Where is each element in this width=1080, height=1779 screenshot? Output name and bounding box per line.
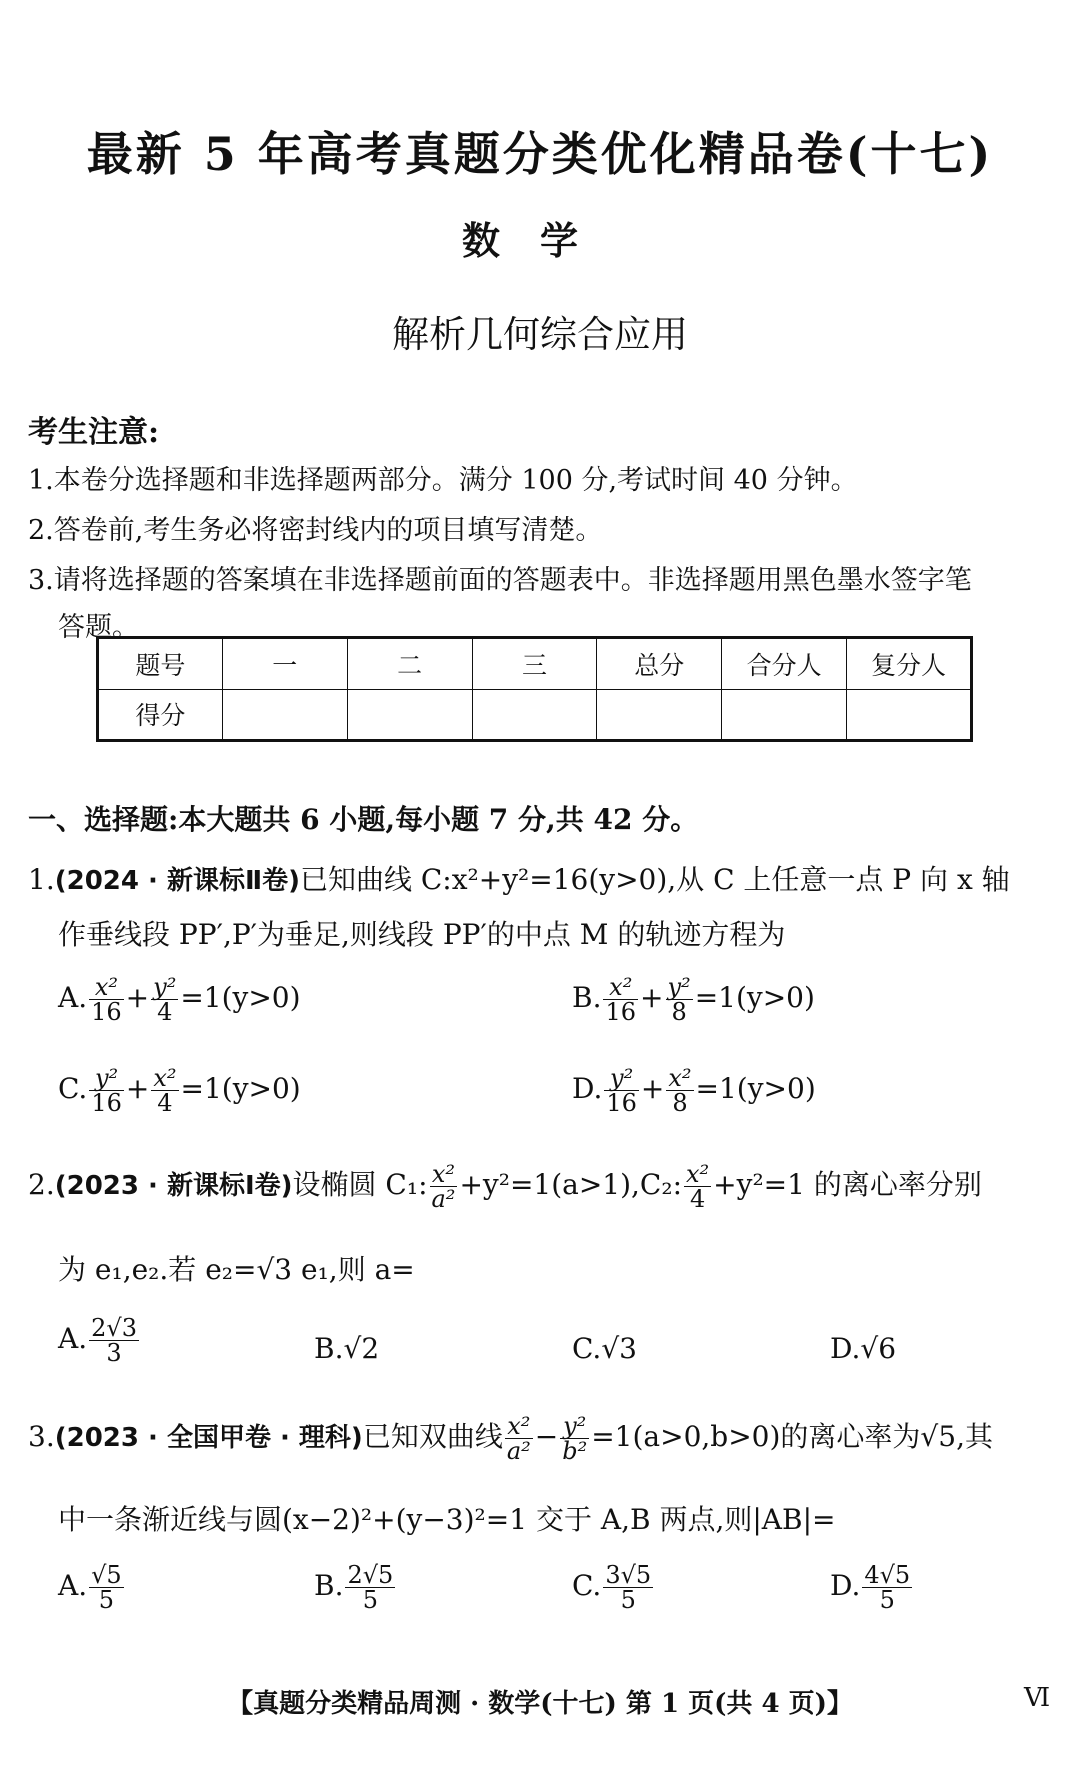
notice-item-2: 2.答卷前,考生务必将密封线内的项目填写清楚。	[28, 515, 603, 546]
question-number: 2.	[28, 1168, 55, 1201]
section-heading: 一、选择题:本大题共 6 小题,每小题 7 分,共 42 分。	[28, 803, 699, 836]
question-1-option-a[interactable]: A. $\frac{\text{x²}}{16}$ + $\frac{\text{y²}}{4}$ =1(y>0)	[58, 973, 301, 1026]
table-cell: 一	[222, 638, 347, 690]
question-2-option-c[interactable]: C.√3	[572, 1332, 637, 1365]
fraction: $\frac{2√3}{3}$	[91, 1314, 137, 1367]
fraction: $\frac{\text{y²}}{\text{b²}}$	[562, 1412, 588, 1465]
question-1-line-2: 作垂线段 PP′,P′为垂足,则线段 PP′的中点 M 的轨迹方程为	[58, 918, 786, 951]
fraction: $\frac{\text{x²}}{8}$	[668, 1064, 692, 1117]
question-source: (2023 · 全国甲卷 · 理科)	[54, 1423, 363, 1453]
score-input-cell[interactable]	[472, 689, 597, 741]
question-source: (2023 · 新课标Ⅰ卷)	[54, 1171, 293, 1201]
table-cell: 合分人	[722, 638, 847, 690]
fraction: $\frac{\text{y²}}{16}$	[606, 1064, 637, 1117]
question-3-option-a[interactable]: A. $\frac{√5}{5}$	[58, 1561, 122, 1614]
question-2-option-a[interactable]: A. $\frac{2√3}{3}$	[58, 1314, 137, 1367]
question-1-option-d[interactable]: D. $\frac{\text{y²}}{16}$ + $\frac{\text{x²}}{8}$ =1(y>0)	[572, 1064, 816, 1117]
fraction: $\frac{\text{x²}}{\text{a²}}$	[506, 1412, 531, 1465]
question-text: 已知曲线 C:x²+y²=16(y>0),从 C 上任意一点 P 向 x 轴	[299, 863, 1010, 896]
score-input-cell[interactable]	[597, 689, 722, 741]
fraction: $\frac{3√5}{5}$	[605, 1561, 652, 1614]
question-source: (2024 · 新课标Ⅱ卷)	[54, 866, 300, 896]
fraction: $\frac{\text{y²}}{16}$	[91, 1064, 122, 1117]
fraction: $\frac{\text{y²}}{8}$	[667, 973, 691, 1026]
score-input-cell[interactable]	[722, 689, 847, 741]
page-mark: Ⅵ	[1024, 1683, 1051, 1713]
question-2-line-1: 2.(2023 · 新课标Ⅰ卷)设椭圆 C₁: $\frac{\text{x²}}{\text{a²}}$ +y²=1(a>1),C₂: $\frac{\text{x²}}{4}$ +y²=1 的离心率分别	[28, 1160, 982, 1213]
notice-item-3-cont: 答题。	[58, 612, 139, 643]
notice-item-3: 3.请将选择题的答案填在非选择题前面的答题表中。非选择题用黑色墨水签字笔	[28, 565, 972, 596]
fraction: $\frac{\text{x²}}{16}$	[91, 973, 122, 1026]
table-cell: 题号	[98, 638, 223, 690]
question-3-option-c[interactable]: C. $\frac{3√5}{5}$	[572, 1561, 652, 1614]
notice-title: 考生注意:	[28, 415, 160, 450]
question-2-option-b[interactable]: B.√2	[314, 1332, 380, 1365]
page-footer: 【真题分类精品周测 · 数学(十七) 第 1 页(共 4 页)】	[227, 1689, 853, 1719]
fraction: $\frac{\text{y²}}{4}$	[153, 973, 177, 1026]
question-2-line-2: 为 e₁,e₂.若 e₂=√3 e₁,则 a=	[58, 1253, 415, 1286]
fraction: $\frac{\text{x²}}{4}$	[686, 1160, 710, 1213]
table-cell: 二	[347, 638, 472, 690]
fraction: $\frac{\text{x²}}{4}$	[153, 1064, 177, 1117]
score-input-cell[interactable]	[347, 689, 472, 741]
fraction: $\frac{√5}{5}$	[91, 1561, 122, 1614]
exam-title: 最新 5 年高考真题分类优化精品卷(十七)	[86, 127, 994, 181]
score-input-cell[interactable]	[847, 689, 972, 741]
topic-heading: 解析几何综合应用	[392, 313, 688, 356]
question-3-line-2: 中一条渐近线与圆(x−2)²+(y−3)²=1 交于 A,B 两点,则|AB|=	[58, 1503, 836, 1536]
question-number: 3.	[28, 1420, 55, 1453]
table-cell: 总分	[597, 638, 722, 690]
fraction: $\frac{\text{x²}}{\text{a²}}$	[431, 1160, 456, 1213]
question-3-option-b[interactable]: B. $\frac{2√5}{5}$	[314, 1561, 394, 1614]
table-cell: 三	[472, 638, 597, 690]
question-3-option-d[interactable]: D. $\frac{4√5}{5}$	[830, 1561, 911, 1614]
question-1-option-b[interactable]: B. $\frac{\text{x²}}{16}$ + $\frac{\text{y²}}{8}$ =1(y>0)	[572, 973, 815, 1026]
question-3-line-1: 3.(2023 · 全国甲卷 · 理科)已知双曲线 $\frac{\text{x²}}{\text{a²}}$ − $\frac{\text{y²}}{\text{b²}}$ =1(a>0,b>0)的离心率为√5,其	[28, 1412, 993, 1465]
question-number: 1.	[28, 863, 55, 896]
notice-item-1: 1.本卷分选择题和非选择题两部分。满分 100 分,考试时间 40 分钟。	[28, 465, 858, 496]
subject-heading: 数学	[461, 218, 618, 263]
question-2-option-d[interactable]: D.√6	[830, 1332, 897, 1365]
table-cell: 复分人	[847, 638, 972, 690]
table-cell: 得分	[98, 689, 223, 741]
score-table	[96, 636, 973, 742]
fraction: $\frac{2√5}{5}$	[347, 1561, 394, 1614]
score-input-cell[interactable]	[222, 689, 347, 741]
question-1-line-1	[28, 858, 1010, 898]
question-1-option-c[interactable]: C. $\frac{\text{y²}}{16}$ + $\frac{\text{x²}}{4}$ =1(y>0)	[58, 1064, 301, 1117]
score-table-score-row	[98, 689, 972, 741]
fraction: $\frac{4√5}{5}$	[864, 1561, 911, 1614]
fraction: $\frac{\text{x²}}{16}$	[605, 973, 637, 1026]
score-table-header-row	[98, 638, 972, 690]
